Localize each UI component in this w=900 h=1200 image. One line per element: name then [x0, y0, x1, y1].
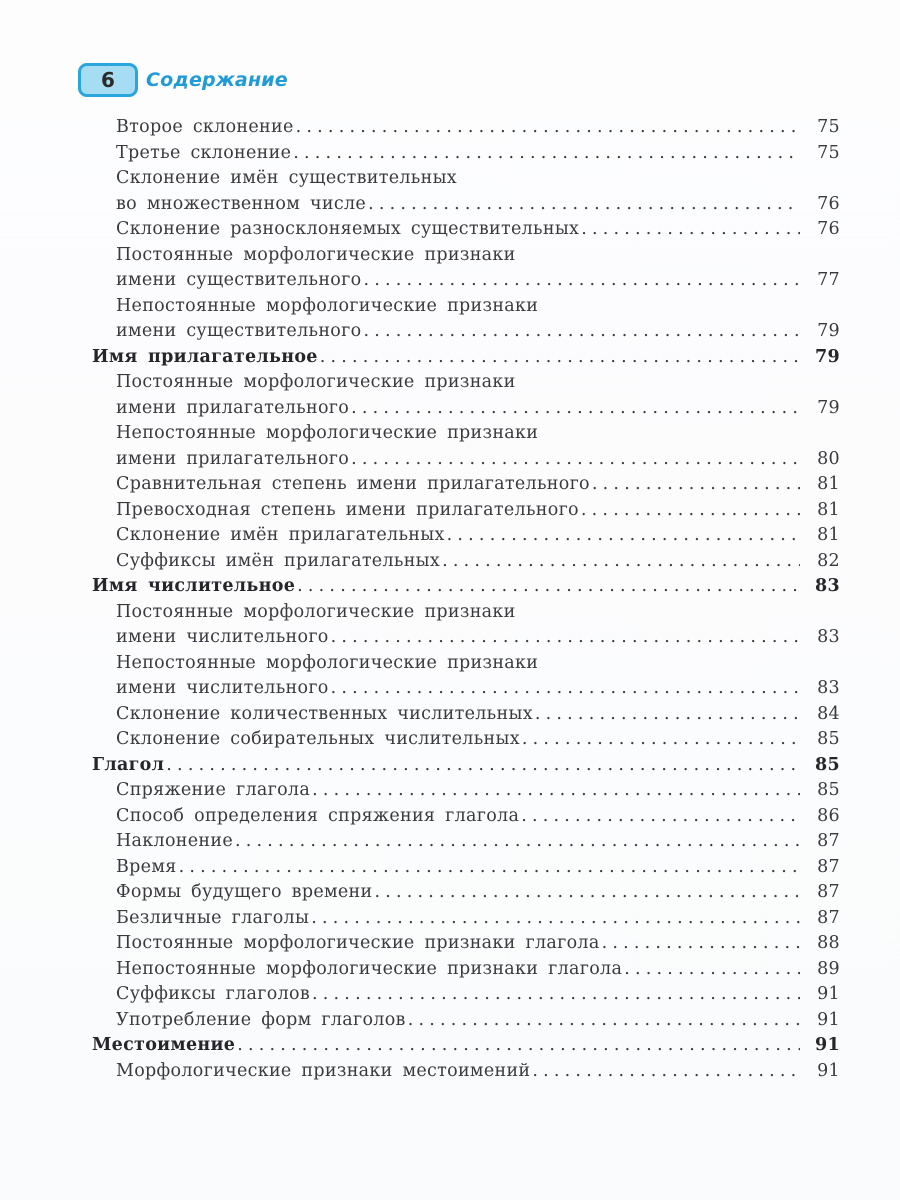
dot-leader — [442, 549, 800, 575]
toc-page-number: 86 — [817, 805, 840, 826]
toc-entry — [92, 778, 840, 804]
toc-entry — [92, 294, 840, 320]
toc-entry-title: Склонение собирательных числительных — [116, 729, 520, 749]
toc-entry — [92, 600, 840, 626]
section-title: Содержание — [146, 69, 288, 91]
toc-entry-title: во множественном числе — [116, 193, 367, 214]
dot-leader — [351, 447, 800, 473]
toc-entry-title: имени числительного — [116, 678, 329, 698]
toc-entry — [92, 498, 840, 524]
toc-entry-title: Постоянные морфологические признаки — [116, 244, 516, 265]
dot-leader — [166, 753, 800, 779]
toc-entry-title: Третье склонение — [116, 142, 292, 163]
toc-page-number: 88 — [817, 933, 840, 953]
toc-page-number: 83 — [817, 678, 840, 698]
toc-entry-title: Склонение количественных числительных — [116, 703, 533, 724]
dot-leader — [522, 727, 800, 753]
toc-chapter-entry — [92, 1033, 840, 1059]
toc-entry — [92, 931, 840, 957]
toc-page-number: 81 — [817, 499, 840, 520]
toc-entry — [92, 421, 840, 447]
toc-entry — [92, 243, 840, 269]
dot-leader — [374, 880, 800, 906]
toc-page-number: 76 — [817, 193, 840, 214]
toc-entry — [92, 982, 840, 1008]
toc-page-number: 89 — [817, 958, 840, 979]
toc-entry-title: Постоянные морфологические признаки глагола — [116, 933, 600, 953]
dot-leader — [408, 1008, 800, 1034]
toc-entry — [92, 549, 840, 575]
dot-leader — [312, 778, 800, 804]
toc-entry-title: Непостоянные морфологические признаки — [116, 295, 539, 316]
toc-entry — [92, 880, 840, 906]
table-of-contents — [92, 115, 840, 1084]
dot-leader — [312, 982, 800, 1008]
toc-entry-title: Имя числительное — [92, 576, 296, 596]
toc-entry — [92, 676, 840, 702]
toc-page-number: 91 — [817, 1009, 840, 1030]
toc-page-number: 87 — [817, 831, 840, 851]
toc-entry-title: Формы будущего времени — [116, 882, 373, 902]
dot-leader — [447, 523, 800, 549]
toc-page-number: 79 — [815, 346, 840, 367]
dot-leader — [293, 141, 800, 167]
toc-entry — [92, 804, 840, 830]
toc-page-number: 91 — [817, 984, 840, 1004]
toc-entry-title: Употребление форм глаголов — [116, 1009, 406, 1030]
toc-entry-title: Время — [116, 856, 177, 877]
toc-page-number: 91 — [815, 1035, 840, 1055]
dot-leader — [363, 268, 800, 294]
dot-leader — [237, 1033, 800, 1059]
toc-entry-title: Постоянные морфологические признаки — [116, 601, 516, 622]
toc-entry — [92, 625, 840, 651]
toc-page-number: 75 — [817, 117, 840, 137]
toc-entry-title: Суффиксы имён прилагательных — [116, 550, 441, 571]
dot-leader — [602, 931, 800, 957]
toc-page-number: 91 — [817, 1060, 840, 1081]
toc-page-number: 85 — [817, 729, 840, 749]
toc-page-number: 85 — [815, 754, 840, 775]
toc-entry — [92, 829, 840, 855]
toc-chapter-entry — [92, 574, 840, 600]
toc-entry-title: Морфологические признаки местоимений — [116, 1060, 531, 1081]
toc-entry-title: Склонение имён существительных — [116, 168, 457, 188]
toc-entry — [92, 702, 840, 728]
toc-entry-title: Глагол — [92, 754, 165, 775]
toc-entry — [92, 472, 840, 498]
dot-leader — [296, 115, 800, 141]
dot-leader — [521, 804, 800, 830]
toc-entry-title: Склонение разносклоняемых существительных — [116, 219, 580, 239]
toc-entry-title: Сравнительная степень имени прилагательного — [116, 474, 590, 494]
toc-entry-title: Непостоянные морфологические признаки — [116, 652, 539, 673]
dot-leader — [351, 396, 800, 422]
toc-page-number: 79 — [817, 321, 840, 341]
dot-leader — [179, 855, 800, 881]
toc-page-number: 84 — [817, 703, 840, 724]
page-number-badge: 6 — [78, 63, 138, 97]
dot-leader — [535, 702, 800, 728]
dot-leader — [363, 319, 800, 345]
dot-leader — [320, 345, 800, 371]
toc-entry — [92, 192, 840, 218]
toc-entry-title: Склонение имён прилагательных — [116, 525, 445, 545]
toc-entry — [92, 166, 840, 192]
toc-entry — [92, 268, 840, 294]
dot-leader — [532, 1059, 800, 1085]
toc-entry — [92, 1008, 840, 1034]
toc-entry-title: имени прилагательного — [116, 448, 350, 469]
toc-page-number: 81 — [817, 525, 840, 545]
toc-entry — [92, 396, 840, 422]
toc-entry-title: Постоянные морфологические признаки — [116, 372, 516, 392]
toc-entry-title: Имя прилагательное — [92, 346, 318, 367]
toc-page-number: 80 — [817, 448, 840, 469]
toc-entry — [92, 217, 840, 243]
toc-entry — [92, 141, 840, 167]
toc-page-number: 83 — [815, 576, 840, 596]
toc-page-number: 77 — [817, 270, 840, 290]
toc-page-number: 81 — [817, 474, 840, 494]
toc-page-number: 82 — [817, 550, 840, 571]
toc-entry-title: имени числительного — [116, 627, 329, 647]
toc-page-number: 83 — [817, 627, 840, 647]
toc-page-number: 79 — [817, 397, 840, 418]
toc-chapter-entry — [92, 345, 840, 371]
toc-entry — [92, 447, 840, 473]
toc-entry — [92, 1059, 840, 1085]
toc-entry-title: Наклонение — [116, 831, 233, 851]
dot-leader — [581, 217, 800, 243]
toc-entry-title: Способ определения спряжения глагола — [116, 805, 520, 826]
toc-page-number: 87 — [817, 882, 840, 902]
dot-leader — [624, 957, 800, 983]
toc-page-number: 87 — [817, 907, 840, 928]
toc-page-number: 85 — [817, 780, 840, 800]
toc-page-number: 76 — [817, 219, 840, 239]
toc-entry-title: Спряжение глагола — [116, 780, 311, 800]
toc-entry-title: Непостоянные морфологические признаки — [116, 423, 539, 443]
toc-entry — [92, 319, 840, 345]
dot-leader — [235, 829, 800, 855]
toc-entry-title: Превосходная степень имени прилагательного — [116, 499, 579, 520]
page-header — [78, 63, 288, 97]
toc-entry-title: Местоимение — [92, 1035, 236, 1055]
dot-leader — [331, 625, 800, 651]
toc-entry-title: имени существительного — [116, 270, 362, 290]
toc-entry — [92, 523, 840, 549]
toc-entry — [92, 115, 840, 141]
toc-page-number: 75 — [817, 142, 840, 163]
dot-leader — [297, 574, 800, 600]
toc-entry — [92, 855, 840, 881]
toc-entry-title: Безличные глаголы — [116, 907, 310, 928]
dot-leader — [368, 192, 800, 218]
dot-leader — [592, 472, 800, 498]
toc-entry-title: Непостоянные морфологические признаки глагола — [116, 958, 623, 979]
toc-entry-title: Второе склонение — [116, 117, 294, 137]
toc-entry — [92, 651, 840, 677]
dot-leader — [581, 498, 800, 524]
toc-entry-title: имени существительного — [116, 321, 362, 341]
toc-entry — [92, 957, 840, 983]
toc-entry-title: имени прилагательного — [116, 397, 350, 418]
dot-leader — [311, 906, 800, 932]
toc-entry-title: Суффиксы глаголов — [116, 984, 311, 1004]
toc-page-number: 87 — [817, 856, 840, 877]
toc-entry — [92, 727, 840, 753]
dot-leader — [331, 676, 800, 702]
toc-chapter-entry — [92, 753, 840, 779]
toc-entry — [92, 370, 840, 396]
toc-entry — [92, 906, 840, 932]
